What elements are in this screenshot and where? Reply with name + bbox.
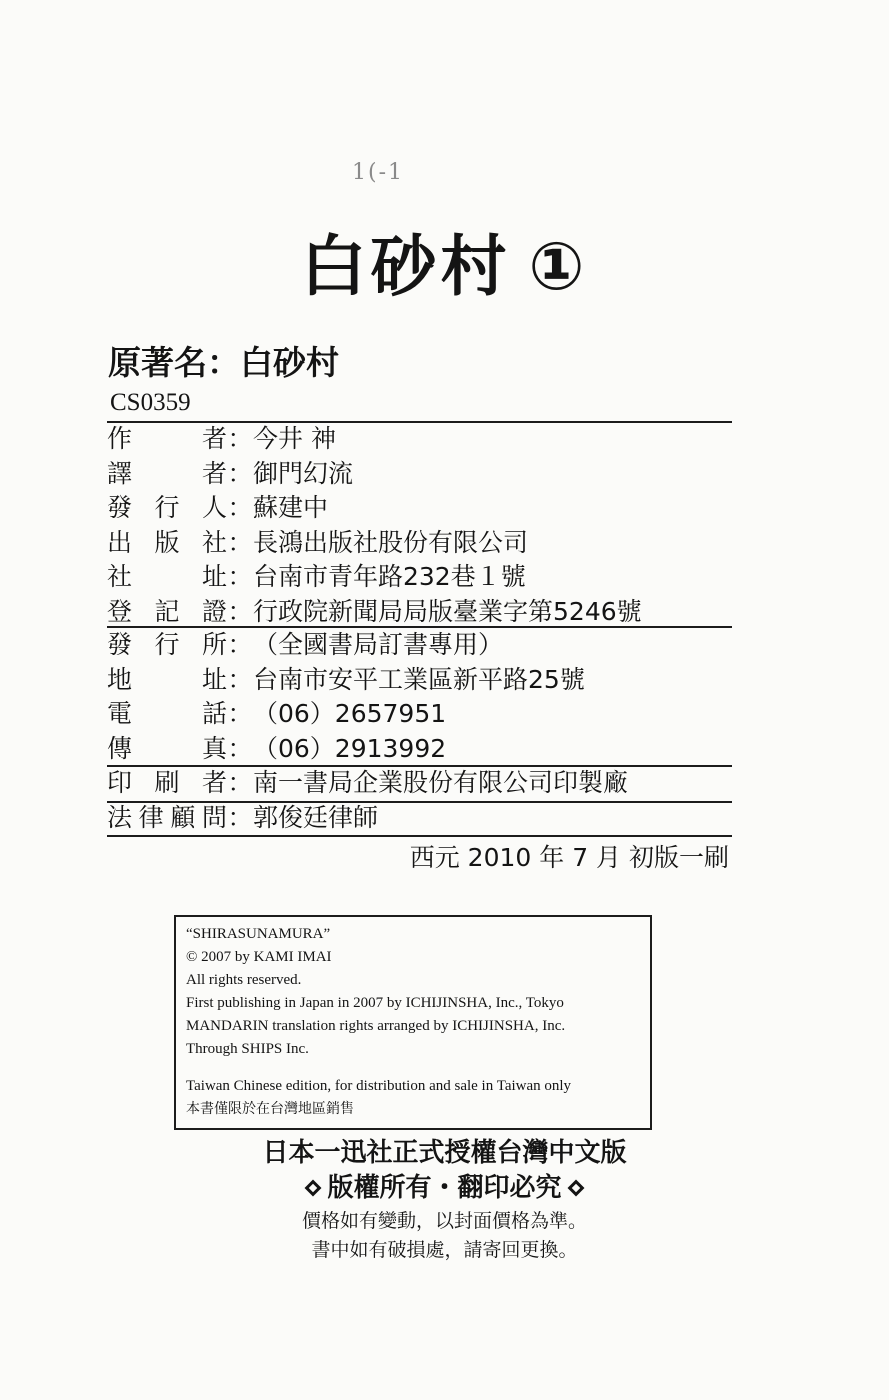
credit-row (107, 559, 526, 595)
credit-row (107, 421, 336, 457)
divider-bottom (107, 835, 732, 837)
original-title-colon: ： (207, 343, 240, 382)
rights-reserved (0, 1170, 889, 1206)
copyright-line: First publishing in Japan in 2007 by ICHIJINSHA, Inc., Tokyo (186, 995, 564, 1011)
credit-colon: ： (227, 596, 253, 626)
credit-label: 登記證 (107, 596, 227, 626)
credit-row (107, 662, 585, 698)
credit-colon: ： (227, 493, 253, 522)
credit-value: 長鴻出版社股份有限公司 (253, 527, 529, 557)
divider-legal (107, 801, 732, 803)
credit-row (107, 594, 642, 630)
copyright-line: All rights reserved. (186, 972, 302, 988)
credit-colon: ： (227, 699, 253, 728)
book-title (0, 222, 889, 312)
credit-colon: ： (227, 562, 253, 591)
handwritten-note: 1(-1 (352, 160, 405, 185)
credit-colon: ： (227, 664, 253, 694)
catalog-code: CS0359 (110, 389, 191, 416)
damage-note: 書中如有破損處，請寄回更換。 (311, 1239, 578, 1261)
credit-value: （06）2913992 (253, 733, 447, 763)
credit-colon: ： (227, 768, 253, 797)
credit-label: 傳 真 (107, 733, 227, 763)
credit-label: 出版社 (107, 527, 227, 557)
credit-row (107, 490, 328, 526)
diamond-icon (567, 1180, 584, 1197)
credit-label: 發行所 (107, 630, 227, 659)
credit-label: 法律顧問 (107, 803, 227, 832)
credit-row (107, 627, 503, 663)
diamond-icon (305, 1180, 322, 1197)
original-title-label: 原著名 (108, 343, 207, 382)
credit-colon: ： (227, 733, 253, 763)
credit-row (107, 696, 446, 732)
price-note: 價格如有變動，以封面價格為準。 (301, 1210, 587, 1232)
credit-value: 行政院新聞局局版臺業字第5246號 (253, 596, 642, 626)
credit-colon: ： (227, 803, 253, 832)
copyright-line: © 2007 by KAMI IMAI (186, 949, 332, 965)
credit-value: （06）2657951 (253, 699, 447, 728)
credit-row (107, 731, 446, 767)
volume-number: ① (528, 228, 589, 305)
credit-label: 電 話 (107, 699, 227, 728)
credit-value: 御門幻流 (253, 458, 354, 488)
credit-label: 地 址 (107, 664, 227, 694)
distribution-english: Taiwan Chinese edition, for distribution and sale in Taiwan only (186, 1078, 572, 1094)
credit-label: 發行人 (107, 493, 227, 522)
credit-row (107, 456, 353, 492)
credit-value: （全國書局訂書專用） (253, 630, 504, 659)
copyright-box (174, 915, 652, 1130)
title-text: 白砂村 (300, 228, 511, 305)
credit-colon: ： (227, 630, 253, 659)
credit-value: 郭俊廷律師 (253, 803, 379, 832)
credit-value: 今井 神 (253, 424, 336, 453)
distribution-chinese: 本書僅限於在台灣地區銷售 (186, 1101, 354, 1117)
original-title (108, 340, 339, 386)
credit-value: 台南市青年路232巷１號 (253, 562, 526, 591)
credit-row (107, 525, 528, 561)
credit-value: 蘇建中 (253, 493, 329, 522)
original-title-value: 白砂村 (240, 343, 339, 382)
credit-colon: ： (227, 527, 253, 557)
credit-label: 譯 者 (107, 458, 227, 488)
credit-label: 社 址 (107, 562, 227, 591)
credit-value: 台南市安平工業區新平路25號 (253, 664, 585, 694)
copyright-line: Through SHIPS Inc. (186, 1041, 309, 1057)
credit-row (107, 765, 628, 801)
copyright-line: MANDARIN translation rights arranged by ICHIJINSHA, Inc. (186, 1018, 566, 1034)
edition-date: 西元 2010 年 7 月 初版一刷 (409, 843, 729, 872)
rights-text: 版權所有・翻印必究 (327, 1173, 562, 1203)
authorization-notice: 日本一迅社正式授權台灣中文版 (262, 1138, 627, 1168)
credit-label: 印刷者 (107, 768, 227, 797)
credit-colon: ： (227, 458, 253, 488)
credit-value: 南一書局企業股份有限公司印製廠 (253, 768, 629, 797)
copyright-line: “SHIRASUNAMURA” (186, 926, 331, 942)
credit-row (107, 800, 378, 836)
credit-label: 作 者 (107, 424, 227, 453)
credit-colon: ： (227, 424, 253, 453)
